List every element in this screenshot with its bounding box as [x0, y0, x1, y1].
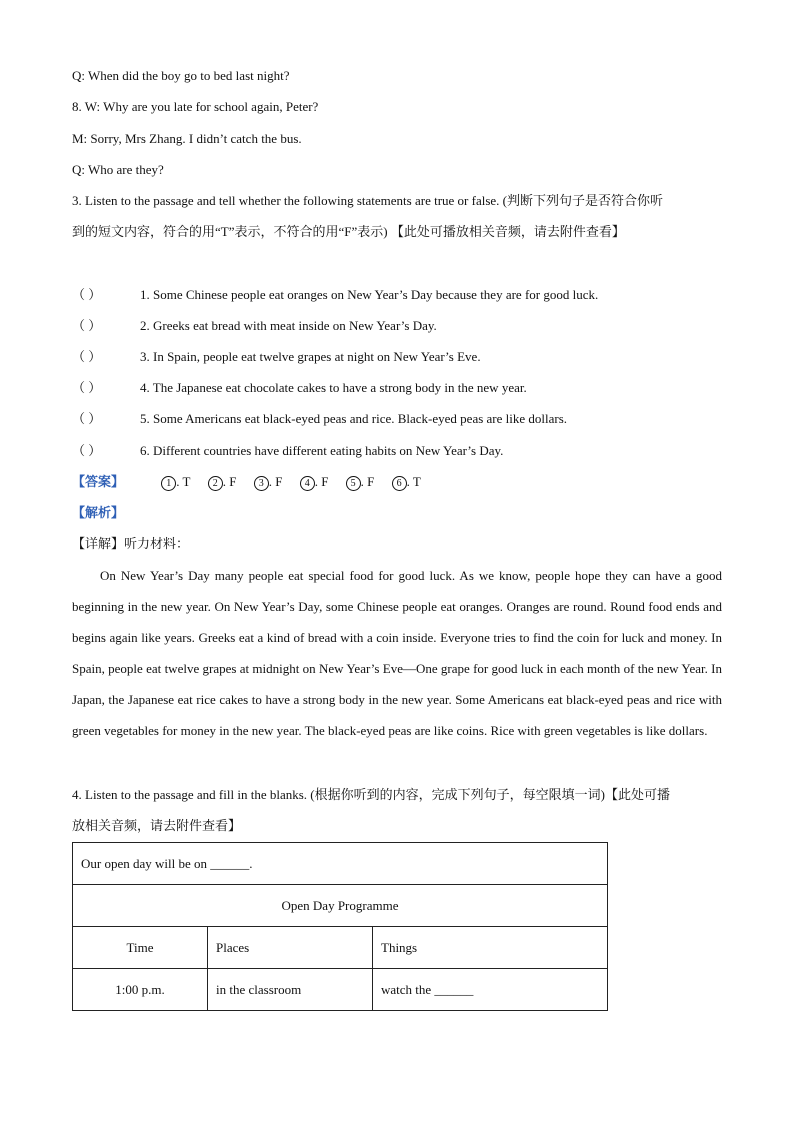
- answer-label: 【答案】: [72, 474, 125, 489]
- statement-item: [72, 443, 503, 459]
- statement-item: [72, 380, 527, 396]
- answer-item: [346, 474, 375, 491]
- programme-title-cell: Open Day Programme: [73, 885, 608, 927]
- answer-value: . F: [360, 474, 375, 489]
- table-row: [73, 969, 608, 1011]
- header-time: Time: [73, 927, 208, 969]
- statement-text: 5. Some Americans eat black-eyed peas and rice. Black-eyed peas are like dollars.: [140, 411, 568, 426]
- header-places: Places: [208, 927, 373, 969]
- cell-thing: watch the ______: [373, 969, 608, 1011]
- open-day-table: [72, 842, 608, 1011]
- statement-item: [72, 349, 481, 365]
- answer-blank: （ ）: [72, 287, 102, 302]
- answer-blank: （ ）: [72, 411, 102, 426]
- dialogue-8-woman: 8. W: Why are you late for school again, Peter?: [72, 99, 319, 114]
- circled-number: 2: [208, 476, 223, 491]
- statement-text: 6. Different countries have different eating habits on New Year’s Day.: [140, 443, 504, 458]
- open-day-date-cell: Our open day will be on ______.: [73, 843, 608, 885]
- answer-value: . T: [406, 474, 421, 489]
- task4-instruction-line1: 4. Listen to the passage and fill in the blanks. (根据你听到的内容，完成下列句子，每空限填一词)【此处可播: [72, 787, 670, 802]
- question-who: Q: Who are they?: [72, 162, 164, 177]
- cell-time: 1:00 p.m.: [73, 969, 208, 1011]
- dialogue-8-man: M: Sorry, Mrs Zhang. I didn’t catch the bus.: [72, 131, 302, 146]
- answer-value: . F: [222, 474, 237, 489]
- answer-blank: （ ）: [72, 380, 102, 395]
- listening-passage: On New Year’s Day many people eat special food for good luck. As we know, people hope they can have a good beginning in the new year. On New Year’s Day, some Chinese people eat oranges. Oranges are round. Round food ends and begins again like years. Greeks eat a kind of bread with a coin inside. Everyone tries to find the coin for luck and money. In Spain, people eat twelve grapes at midnight on New Year’s Eve—One grape for good luck in each month of the new Year. In Japan, the Japanese eat rice cakes to have a strong body in the new year. Some Americans eat black-eyed peas and rice with green vegetables for money in the new year. The black-eyed peas are like coins. Rice with green vegetables is like dollars.: [72, 568, 722, 738]
- answer-row: [72, 474, 435, 491]
- question-boy-bedtime: Q: When did the boy go to bed last night?: [72, 68, 290, 83]
- circled-number: 3: [254, 476, 269, 491]
- circled-number: 1: [161, 476, 176, 491]
- header-things: Things: [373, 927, 608, 969]
- answer-item: [254, 474, 283, 491]
- answer-blank: （ ）: [72, 318, 102, 333]
- statement-text: 1. Some Chinese people eat oranges on New Year’s Day because they are for good luck.: [140, 287, 599, 302]
- answer-blank: （ ）: [72, 349, 102, 364]
- task3-instruction-line2: 到的短文内容，符合的用“T”表示，不符合的用“F”表示) 【此处可播放相关音频，请去附件查看】: [72, 224, 625, 239]
- answer-item: [392, 474, 421, 491]
- analysis-label: 【解析】: [72, 505, 125, 520]
- statement-item: [72, 411, 567, 427]
- circled-number: 5: [346, 476, 361, 491]
- answer-value: . F: [314, 474, 329, 489]
- detail-label: 【详解】听力材料：: [72, 536, 190, 551]
- circled-number: 6: [392, 476, 407, 491]
- statement-item: [72, 318, 437, 334]
- task3-instruction-line1: 3. Listen to the passage and tell whether the following statements are true or false. (判断下列句子是否符合你听: [72, 193, 663, 208]
- statement-item: [72, 287, 598, 303]
- circled-number: 4: [300, 476, 315, 491]
- answer-blank: （ ）: [72, 443, 102, 458]
- statement-text: 4. The Japanese eat chocolate cakes to have a strong body in the new year.: [140, 380, 527, 395]
- answer-value: . T: [176, 474, 191, 489]
- answer-item: [208, 474, 237, 491]
- answer-item: [300, 474, 329, 491]
- statement-text: 3. In Spain, people eat twelve grapes at night on New Year’s Eve.: [140, 349, 481, 364]
- cell-place: in the classroom: [208, 969, 373, 1011]
- answer-value: . F: [268, 474, 283, 489]
- answer-item: [161, 474, 190, 491]
- statement-text: 2. Greeks eat bread with meat inside on New Year’s Day.: [140, 318, 437, 333]
- task4-instruction-line2: 放相关音频，请去附件查看】: [72, 818, 242, 833]
